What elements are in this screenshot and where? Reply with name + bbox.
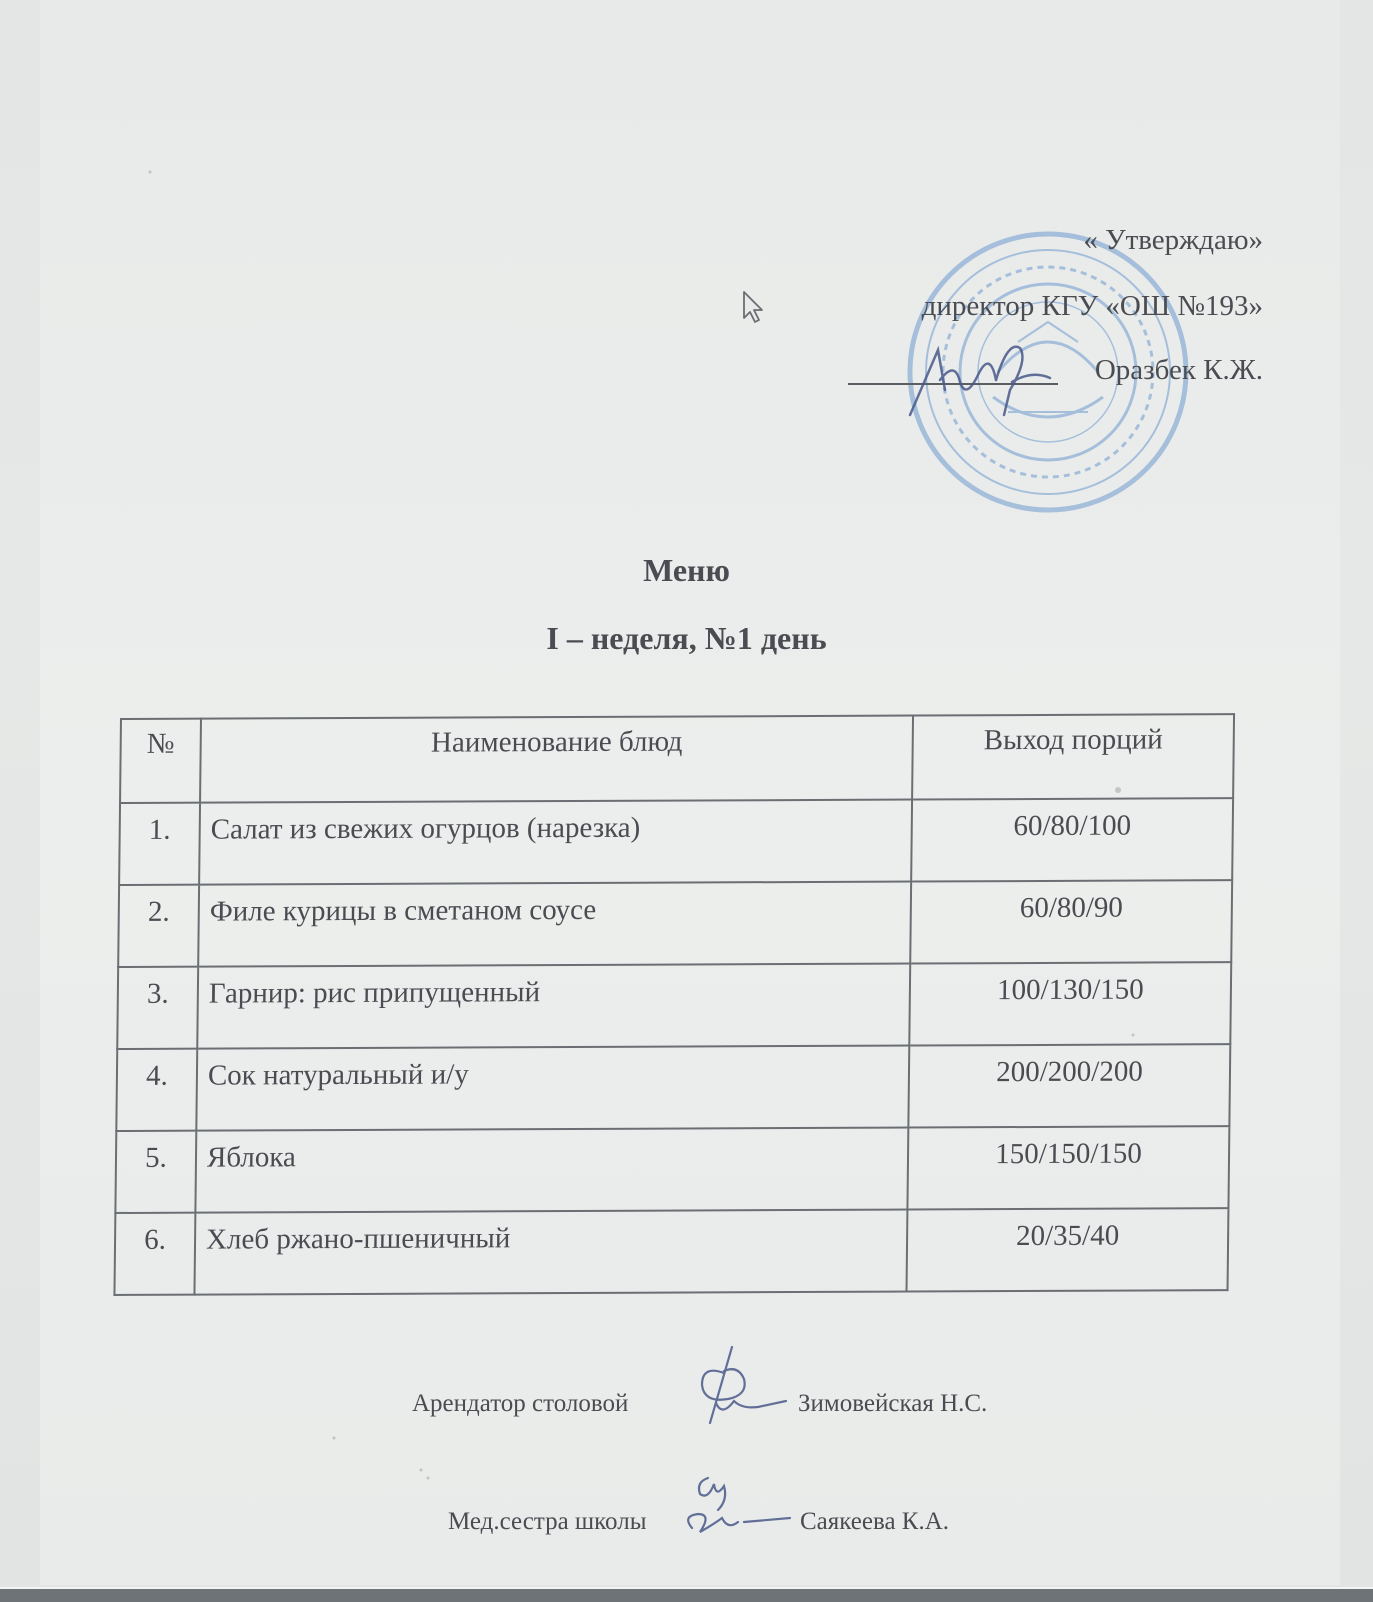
table-row [119, 798, 1233, 885]
signatory-name: Зимовейская Н.С. [798, 1390, 988, 1417]
portion-output: 20/35/40 [907, 1208, 1229, 1291]
table-row [118, 880, 1232, 967]
dish-name: Хлеб ржано-пшеничный [194, 1210, 907, 1295]
mouse-pointer-icon [742, 290, 764, 324]
portion-output: 60/80/90 [910, 880, 1232, 963]
table-header-row [120, 714, 1234, 803]
signatory-name: Саякеева К.А. [800, 1508, 950, 1535]
signatory-role: Мед.сестра школы [448, 1508, 647, 1535]
table-row [117, 962, 1231, 1049]
dish-name: Гарнир: рис припущенный [197, 964, 910, 1049]
director-signature-icon [900, 320, 1060, 420]
portion-output: 100/130/150 [909, 962, 1231, 1045]
table-row [116, 1044, 1230, 1131]
menu-table-container [113, 713, 1235, 1296]
table-row [114, 1208, 1228, 1295]
row-number: 4. [116, 1049, 197, 1131]
nurse-signature-icon [678, 1470, 798, 1540]
dish-name: Салат из свежих огурцов (нарезка) [199, 800, 912, 885]
row-number: 6. [114, 1213, 195, 1295]
table-row [115, 1126, 1229, 1213]
portion-output: 200/200/200 [908, 1044, 1230, 1127]
dish-name: Филе курицы в сметаном соусе [198, 882, 911, 967]
row-number: 1. [119, 803, 200, 885]
signatory-role: Арендатор столовой [412, 1390, 629, 1417]
approval-heading: « Утверждаю» [1083, 224, 1263, 256]
dish-name: Яблока [195, 1128, 908, 1213]
document-title: Меню [643, 552, 730, 588]
tenant-signature-icon [690, 1345, 790, 1425]
row-number: 5. [115, 1131, 196, 1213]
approver-position: директор КГУ «ОШ №193» [921, 290, 1263, 322]
document-subtitle: I – неделя, №1 день [546, 620, 827, 656]
header-dish-name: Наименование блюд [200, 716, 913, 803]
header-portion-output: Выход порций [912, 714, 1234, 799]
portion-output: 150/150/150 [907, 1126, 1229, 1209]
dish-name: Сок натуральный и/у [196, 1046, 909, 1131]
row-number: 3. [117, 967, 198, 1049]
header-number: № [120, 719, 201, 803]
menu-table [113, 713, 1235, 1296]
portion-output: 60/80/100 [911, 798, 1233, 881]
approver-name: Оразбек К.Ж. [1094, 354, 1263, 386]
row-number: 2. [118, 885, 199, 967]
